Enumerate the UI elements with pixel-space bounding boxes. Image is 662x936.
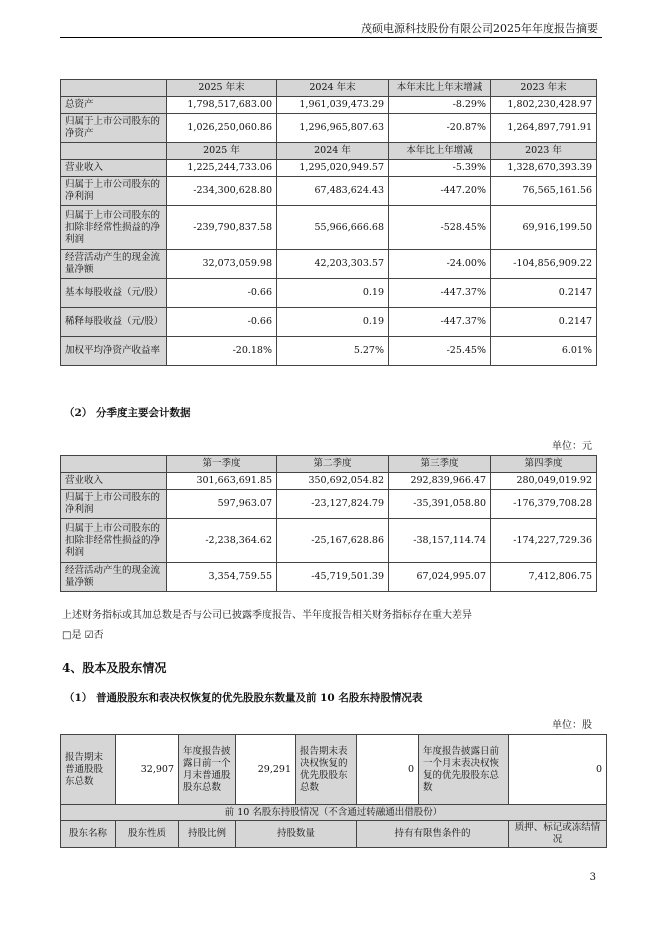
table-row: 营业收入 301,663,691.85 350,692,054.82 292,839,966.47 280,049,019.92 bbox=[61, 473, 597, 490]
table-row: 营业收入 1,225,244,733.06 1,295,020,949.57 -5.39% 1,328,670,393.39 bbox=[61, 160, 597, 177]
table-row: 归属于上市公司股东的净资产 1,026,250,060.86 1,296,965,807.63 -20.87% 1,264,897,791.91 bbox=[61, 114, 597, 143]
table-row: 经营活动产生的现金流量净额 32,073,059.98 42,203,303.57 -24.00% -104,856,909.22 bbox=[61, 250, 597, 279]
header-row-year: 2025 年 2024 年 本年比上年增减 2023 年 bbox=[61, 143, 597, 160]
header-row-year-end: 2025 年末 2024 年末 本年末比上年末增减 2023 年末 bbox=[61, 80, 597, 97]
unit-label-shares: 单位：股 bbox=[552, 720, 592, 731]
main-accounting-table bbox=[60, 79, 597, 366]
section-title-shareholders: （1） 普通股股东和表决权恢复的优先股股东数量及前 10 名股东持股情况表 bbox=[64, 692, 423, 704]
section-title-shares: 4、股本及股东情况 bbox=[62, 661, 167, 675]
table-row: 经营活动产生的现金流量净额 3,354,759.55 -45,719,501.39 67,024,995.07 7,412,806.75 bbox=[61, 563, 597, 592]
table-row: 归属于上市公司股东的净利润 -234,300,628.80 67,483,624.43 -447.20% 76,565,161.56 bbox=[61, 177, 597, 206]
header-row: 第一季度 第二季度 第三季度 第四季度 bbox=[61, 456, 597, 473]
shareholders-table bbox=[60, 734, 607, 848]
shareholder-header-row: 股东名称 股东性质 持股比例 持股数量 持有有限售条件的 质押、标记或冻结情况 bbox=[61, 821, 607, 848]
table-row: 归属于上市公司股东的净利润 597,963.07 -23,127,824.79 -35,391,058.80 -176,379,708.28 bbox=[61, 490, 597, 519]
quarterly-table bbox=[60, 455, 597, 592]
top10-title-row: 前 10 名股东持股情况（不含通过转融通出借股份） bbox=[61, 805, 607, 821]
section-title-quarterly: （2） 分季度主要会计数据 bbox=[64, 407, 191, 419]
shareholder-count-row: 报告期末普通股股东总数 32,907 年度报告披露日前一个月末普通股股东总数 29,291 报告期末表决权恢复的优先股股东总数 0 年度报告披露日前一个月末表决权恢复的优先股股东总数 0 bbox=[61, 735, 607, 805]
table-row: 稀释每股收益（元/股） -0.66 0.19 -447.37% 0.2147 bbox=[61, 308, 597, 337]
table-row: 基本每股收益（元/股） -0.66 0.19 -447.37% 0.2147 bbox=[61, 279, 597, 308]
choice-checkboxes: □是 ☑否 bbox=[62, 630, 104, 641]
table-row: 加权平均净资产收益率 -20.18% 5.27% -25.45% 6.01% bbox=[61, 337, 597, 366]
table-row: 归属于上市公司股东的扣除非经常性损益的净利润 -2,238,364.62 -25,167,628.86 -38,157,114.74 -174,227,729.36 bbox=[61, 519, 597, 563]
table-row: 总资产 1,798,517,683.00 1,961,039,473.29 -8.29% 1,802,230,428.97 bbox=[61, 97, 597, 114]
table-row: 归属于上市公司股东的扣除非经常性损益的净利润 -239,790,837.58 55,966,666.68 -528.45% 69,916,199.50 bbox=[61, 206, 597, 250]
page-number: 3 bbox=[589, 872, 596, 883]
unit-label: 单位：元 bbox=[552, 441, 592, 452]
header-rule bbox=[60, 37, 602, 38]
page-header: 茂硕电源科技股份有限公司2025年年度报告摘要 bbox=[361, 22, 598, 35]
disclosure-note: 上述财务指标或其加总数是否与公司已披露季度报告、半年度报告相关财务指标存在重大差异 bbox=[62, 610, 472, 621]
